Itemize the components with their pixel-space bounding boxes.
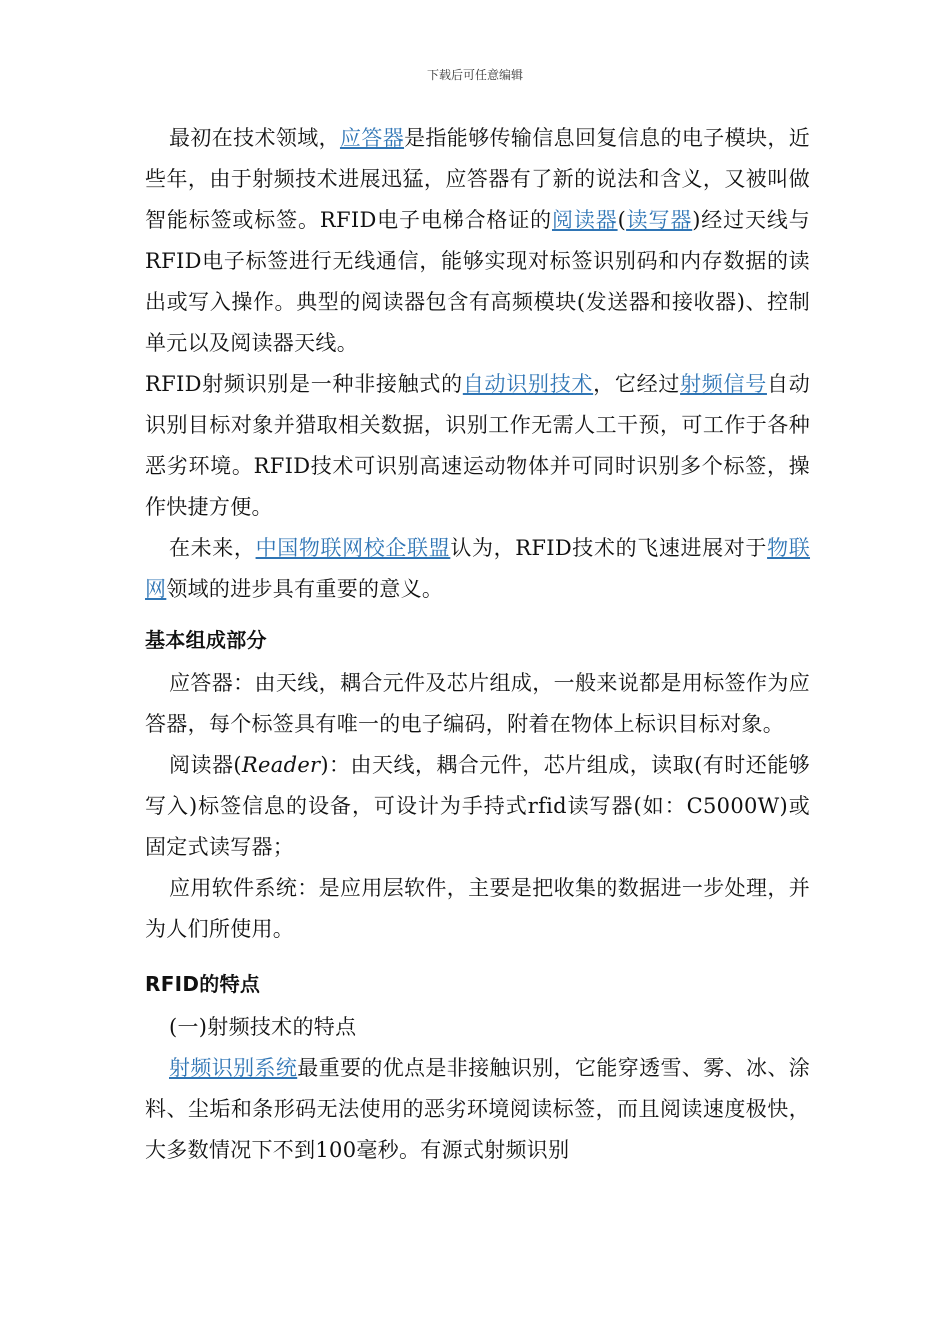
paragraph-reader: 阅读器(Reader)：由天线，耦合元件，芯片组成，读取(有时还能够写入)标签信息的设备，可设计为手持式rfid读写器(如：C5000W)或固定式读写器； [145, 753, 810, 859]
paragraph-software: 应用软件系统：是应用层软件，主要是把收集的数据进一步处理，并为人们所使用。 [145, 876, 810, 941]
document-body [145, 118, 810, 1171]
paragraph-transponder: 应答器：由天线，耦合元件及芯片组成，一般来说都是用标签作为应答器，每个标签具有唯一的电子编码，附着在物体上标识目标对象。 [145, 671, 810, 736]
paragraph-subheading-rf-features: (一)射频技术的特点 [169, 1015, 357, 1039]
link-iot-alliance[interactable]: 中国物联网校企联盟 [255, 536, 451, 560]
link-auto-identification[interactable]: 自动识别技术 [462, 372, 594, 396]
link-reader[interactable]: 阅读器 [552, 208, 618, 232]
link-read-writer[interactable]: 读写器 [626, 208, 693, 232]
link-iot[interactable]: 物联网 [145, 536, 811, 601]
link-transponder[interactable]: 应答器 [339, 126, 405, 150]
heading-rfid-features: RFID的特点 [145, 972, 261, 996]
paragraph-rfid-definition: RFID射频识别是一种非接触式的自动识别技术，它经过射频信号自动识别目标对象并猎取相关数据，识别工作无需人工干预，可工作于各种恶劣环境。RFID技术可识别高速运动物体并可同时识别多个标签，操作快捷方便。 [145, 372, 810, 519]
paragraph-future: 在未来，中国物联网校企联盟认为，RFID技术的飞速进展对于物联网领域的进步具有重要的意义。 [145, 536, 811, 601]
page-header: 下载后可任意编辑 [426, 68, 523, 82]
heading-basic-components: 基本组成部分 [145, 628, 267, 652]
paragraph-rf-advantages: 射频识别系统最重要的优点是非接触识别，它能穿透雪、雾、冰、涂料、尘垢和条形码无法使用的恶劣环境阅读标签，而且阅读速度极快，大多数情况下不到100毫秒。有源式射频识别 [145, 1056, 810, 1162]
link-rf-signal[interactable]: 射频信号 [680, 372, 767, 396]
link-rfid-system[interactable]: 射频识别系统 [169, 1056, 298, 1080]
paragraph-transponder-intro: 最初在技术领域，应答器是指能够传输信息回复信息的电子模块，近些年，由于射频技术进展迅猛，应答器有了新的说法和含义，又被叫做智能标签或标签。RFID电子电梯合格证的阅读器(读写器)经过天线与RFID电子标签进行无线通信，能够实现对标签识别码和内存数据的读出或写入操作。典型的阅读器包含有高频模块(发送器和接收器)、控制单元以及阅读器天线。 [145, 126, 810, 355]
